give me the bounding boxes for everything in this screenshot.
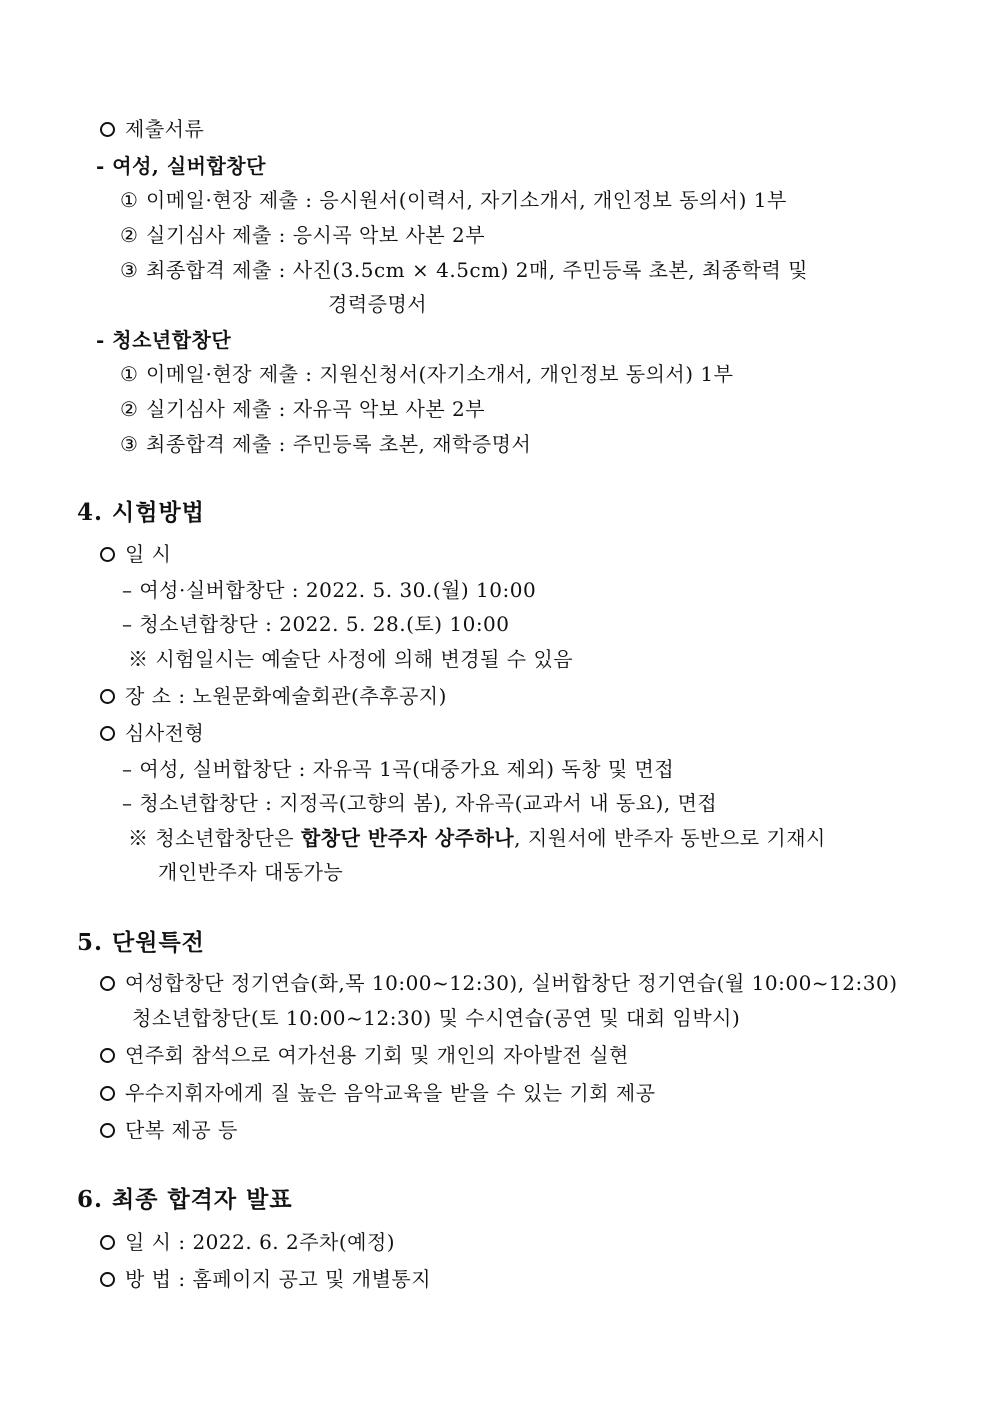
review-youth: – 청소년합창단 : 지정곡(고향의 봄), 자유곡(교과서 내 동요), 면접 bbox=[122, 791, 718, 815]
circle-bullet-icon bbox=[100, 1086, 115, 1101]
section-5-heading: 5. 단원특전 bbox=[77, 929, 205, 956]
list-item: ① 이메일·현장 제출 : 지원신청서(자기소개서, 개인정보 동의서) 1부 bbox=[120, 362, 734, 386]
benefit-item: 우수지휘자에게 질 높은 음악교육을 받을 수 있는 기회 제공 bbox=[100, 1080, 656, 1106]
list-item: ③ 최종합격 제출 : 사진(3.5cm × 4.5cm) 2매, 주민등록 초본, 최종학력 및 bbox=[120, 258, 808, 282]
circle-bullet-icon bbox=[100, 726, 115, 741]
review-women-silver: – 여성, 실버합창단 : 자유곡 1곡(대중가요 제외) 독창 및 면접 bbox=[122, 757, 675, 781]
list-item-continuation: 경력증명서 bbox=[328, 292, 428, 316]
list-item: ① 이메일·현장 제출 : 응시원서(이력서, 자기소개서, 개인정보 동의서) 1부 bbox=[120, 188, 787, 212]
exam-date-youth: – 청소년합창단 : 2022. 5. 28.(토) 10:00 bbox=[122, 612, 510, 636]
group-women-silver-label: - 여성, 실버합창단 bbox=[96, 154, 266, 178]
circle-bullet-icon bbox=[100, 689, 115, 704]
benefit-item: 여성합창단 정기연습(화,목 10:00~12:30), 실버합창단 정기연습(월 10:00~12:30) bbox=[100, 970, 898, 996]
benefit-item: 연주회 참석으로 여가선용 기회 및 개인의 자아발전 실현 bbox=[100, 1042, 629, 1068]
accompanist-note: ※ 청소년합창단은 합창단 반주자 상주하나, 지원서에 반주자 동반으로 기재시 bbox=[128, 826, 826, 850]
circle-bullet-icon bbox=[100, 1235, 115, 1250]
circle-bullet-icon bbox=[100, 976, 115, 991]
group-youth-label: - 청소년합창단 bbox=[96, 328, 232, 352]
circle-bullet-icon bbox=[100, 1123, 115, 1138]
list-item: ③ 최종합격 제출 : 주민등록 초본, 재학증명서 bbox=[120, 432, 532, 456]
list-item: ② 실기심사 제출 : 자유곡 악보 사본 2부 bbox=[120, 397, 486, 421]
review-item: 심사전형 bbox=[100, 720, 204, 746]
submission-docs-item: 제출서류 bbox=[100, 116, 204, 142]
exam-date-women-silver: – 여성·실버합창단 : 2022. 5. 30.(월) 10:00 bbox=[122, 578, 537, 602]
circle-bullet-icon bbox=[100, 1048, 115, 1063]
section-6-heading: 6. 최종 합격자 발표 bbox=[77, 1186, 293, 1213]
benefit-item-continuation: 청소년합창단(토 10:00~12:30) 및 수시연습(공연 및 대회 임박시) bbox=[132, 1006, 741, 1030]
circle-bullet-icon bbox=[100, 547, 115, 562]
announce-date-item: 일 시 : 2022. 6. 2주차(예정) bbox=[100, 1229, 395, 1255]
benefit-item: 단복 제공 등 bbox=[100, 1117, 238, 1143]
exam-place-item: 장 소 : 노원문화예술회관(추후공지) bbox=[100, 683, 447, 709]
exam-date-item: 일 시 bbox=[100, 541, 172, 567]
accompanist-note-continuation: 개인반주자 대동가능 bbox=[158, 860, 344, 884]
exam-date-note: ※ 시험일시는 예술단 사정에 의해 변경될 수 있음 bbox=[128, 647, 574, 671]
announce-method-item: 방 법 : 홈페이지 공고 및 개별통지 bbox=[100, 1266, 431, 1292]
section-4-heading: 4. 시험방법 bbox=[77, 499, 205, 526]
circle-bullet-icon bbox=[100, 122, 115, 137]
list-item: ② 실기심사 제출 : 응시곡 악보 사본 2부 bbox=[120, 223, 486, 247]
circle-bullet-icon bbox=[100, 1272, 115, 1287]
